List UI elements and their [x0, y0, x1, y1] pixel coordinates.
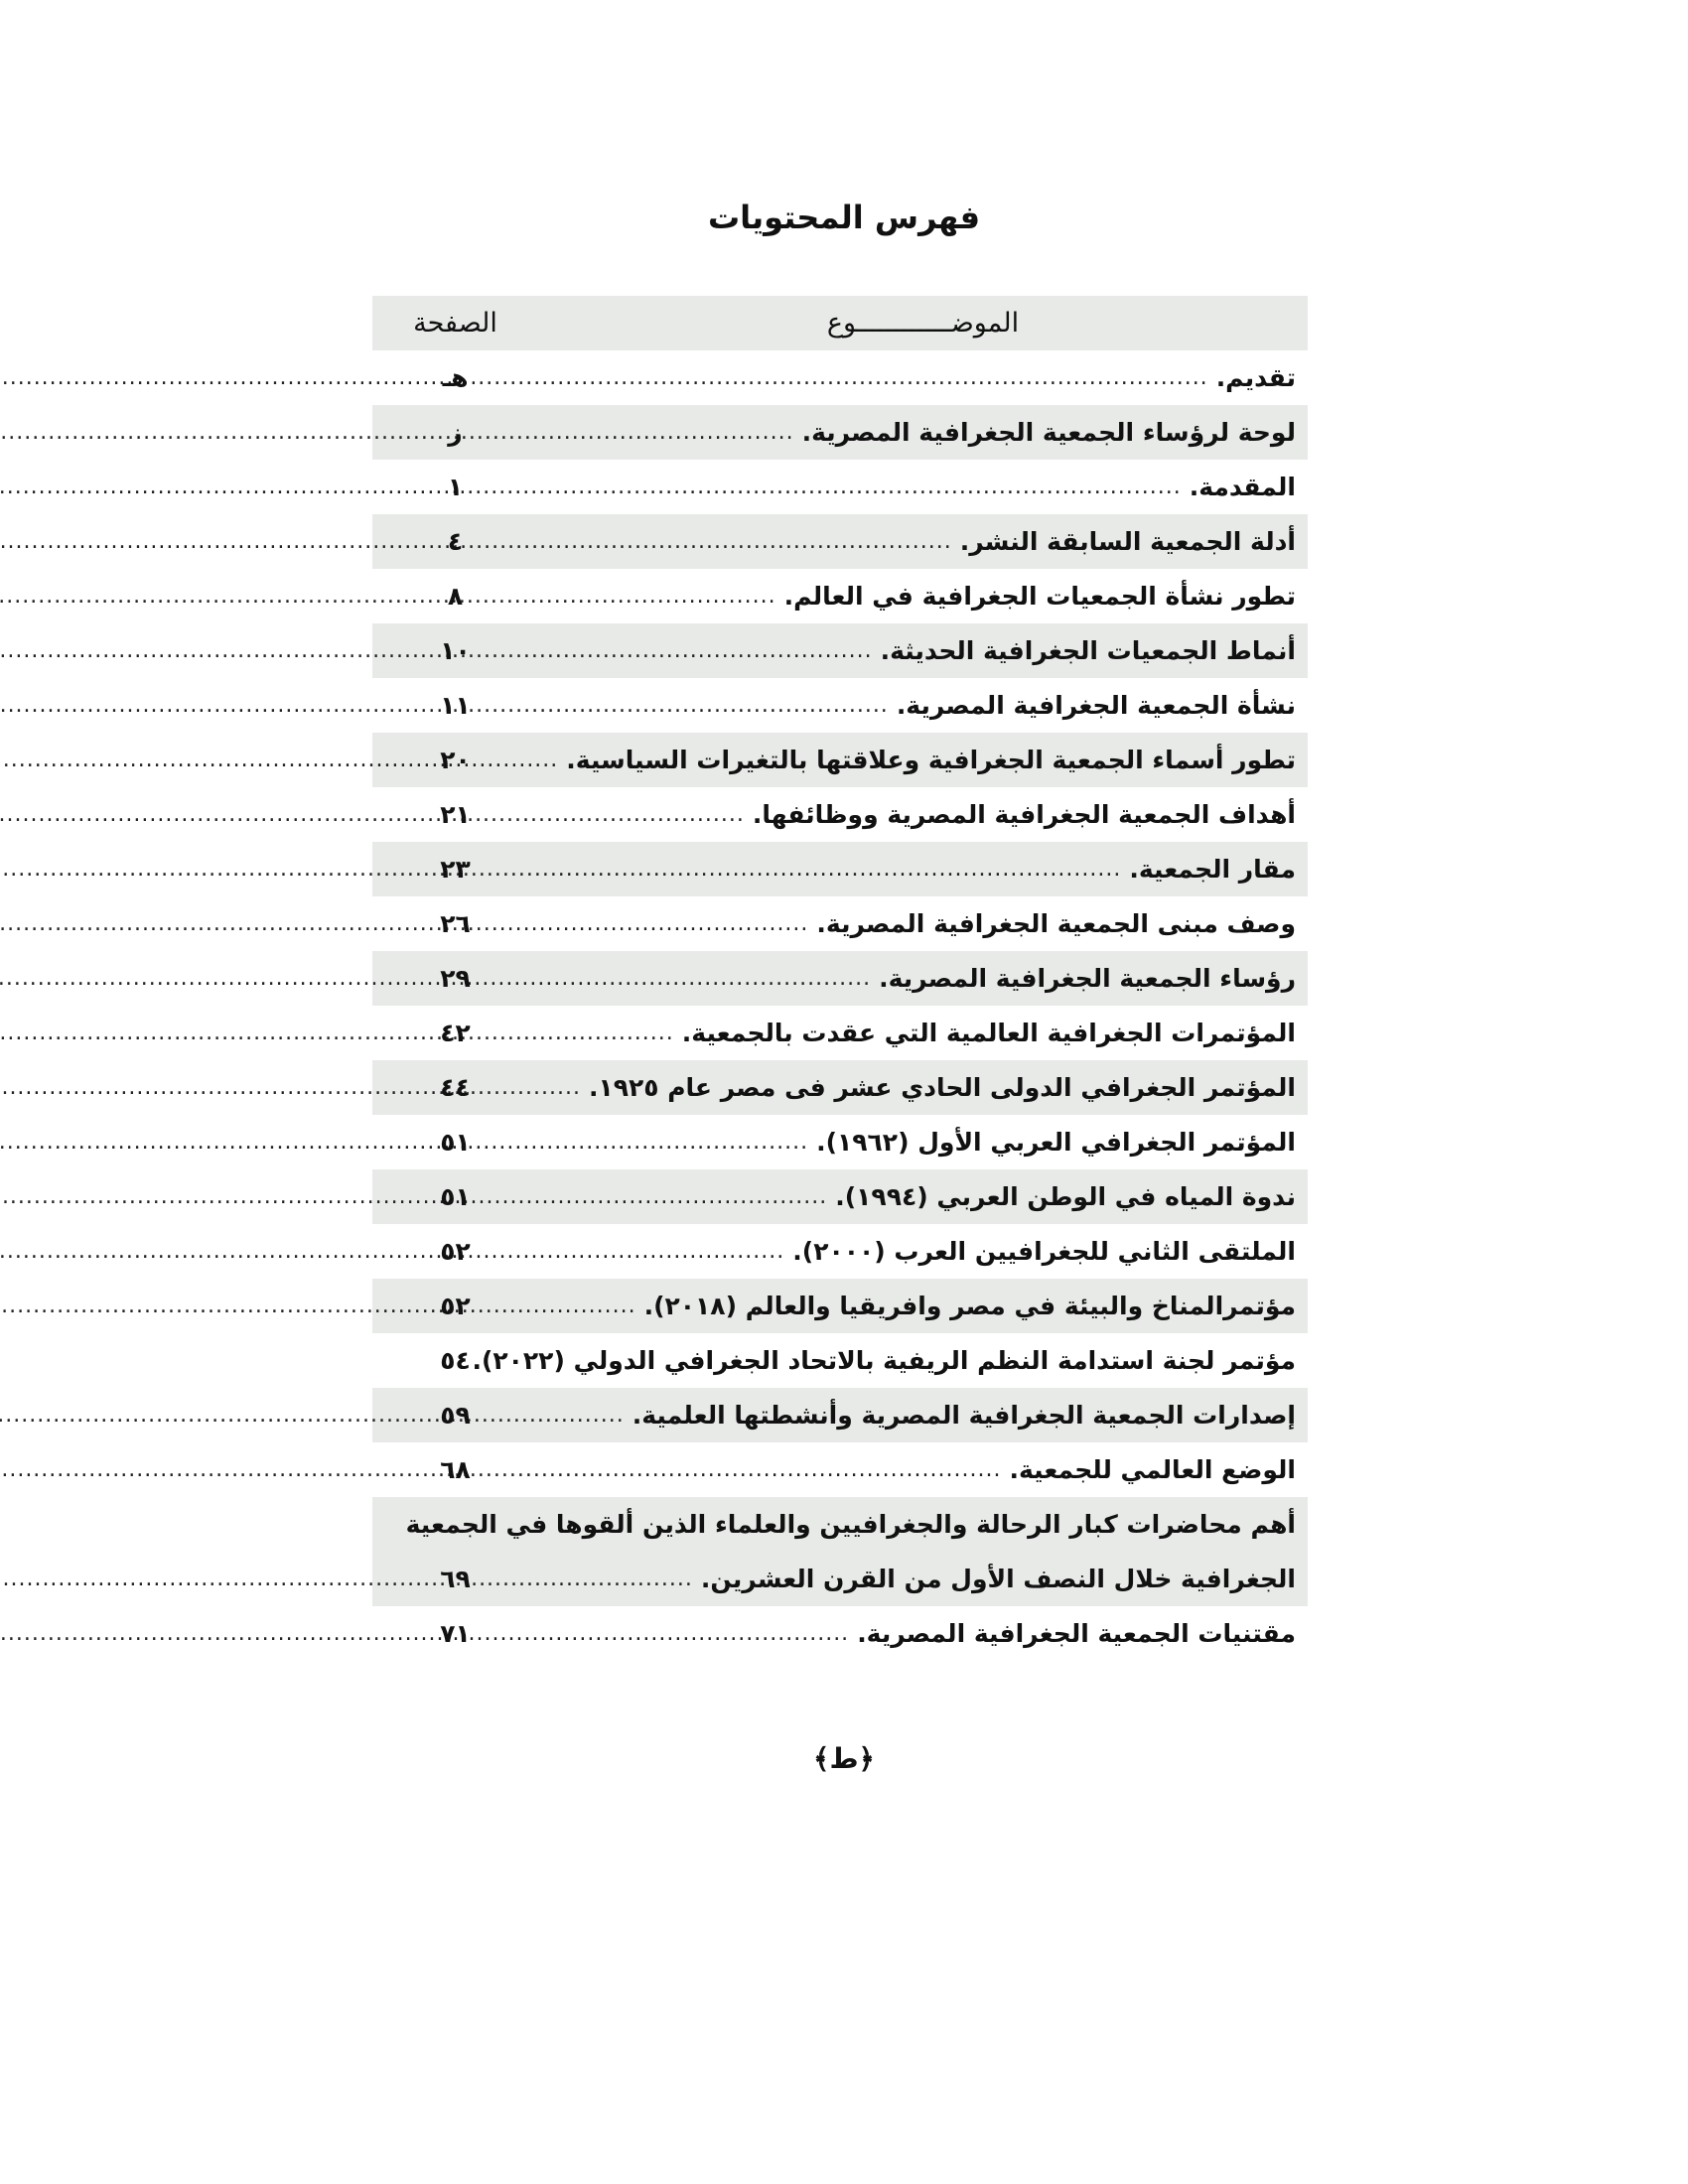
- entry-page-number-cell: [372, 1279, 538, 1333]
- entry-text: مقار الجمعية.: [1129, 855, 1296, 884]
- entry-title: [538, 1606, 1308, 1661]
- page-column-header: الصفحة: [413, 308, 497, 339]
- dot-leader: [0, 1567, 693, 1591]
- entry-title: [538, 1060, 1308, 1115]
- entry-line: [548, 1115, 1296, 1169]
- entry-page-number: ٥٢: [440, 1292, 471, 1320]
- entry-page-number: ١٠: [440, 636, 471, 665]
- page-number: ﴿ط﴾: [813, 1742, 875, 1775]
- entry-page-number: ٨: [447, 582, 464, 611]
- table-row: [372, 1333, 1308, 1388]
- entry-page-number-cell: [372, 350, 538, 405]
- entry-page-number: ٢١: [440, 800, 471, 829]
- entry-page-number: ٥١: [440, 1128, 471, 1157]
- entry-page-number: ٥٩: [440, 1401, 471, 1430]
- entry-page-number: ٧١: [440, 1619, 471, 1648]
- entry-page-number-cell: [372, 1606, 538, 1661]
- entry-page-number: ٦٨: [440, 1455, 471, 1484]
- entry-page-number-cell: [372, 1115, 538, 1169]
- entry-title: [538, 1442, 1308, 1497]
- entry-text: أنماط الجمعيات الجغرافية الحديثة.: [880, 636, 1296, 665]
- entry-line: [548, 623, 1296, 678]
- entry-title: [538, 842, 1308, 896]
- entry-line: [548, 1006, 1296, 1060]
- entry-page-number: ٤٤: [440, 1073, 471, 1102]
- entry-line: [548, 787, 1296, 842]
- table-row: [372, 678, 1308, 733]
- dot-leader: [0, 475, 1182, 499]
- entry-title: [538, 678, 1308, 733]
- table-row: [372, 405, 1308, 460]
- table-header: [372, 296, 1308, 350]
- page-title: فهرس المحتويات: [707, 199, 981, 236]
- entry-line: [548, 842, 1296, 896]
- entry-title: [538, 1115, 1308, 1169]
- table-row: [372, 733, 1308, 787]
- entry-line: [548, 1279, 1296, 1333]
- entry-title: [538, 787, 1308, 842]
- entry-page-number: ٤: [447, 527, 464, 556]
- contents-table: [372, 296, 1308, 1661]
- entry-page-number: ٢٩: [440, 964, 471, 993]
- entry-line: [548, 1442, 1296, 1497]
- entry-line: [548, 350, 1296, 405]
- entry-title: [538, 405, 1308, 460]
- entry-page-number: ١: [447, 473, 464, 501]
- entry-text: المؤتمر الجغرافي الدولى الحادي عشر فى مصر عام ١٩٢٥.: [588, 1073, 1296, 1102]
- dot-leader: [0, 857, 1121, 882]
- dot-leader: [2, 365, 1208, 390]
- table-row: [372, 1115, 1308, 1169]
- entry-text: نشأة الجمعية الجغرافية المصرية.: [896, 691, 1296, 720]
- entry-text: لوحة لرؤساء الجمعية الجغرافية المصرية.: [801, 418, 1296, 447]
- entry-text: المؤتمرات الجغرافية العالمية التي عقدت بالجمعية.: [681, 1019, 1296, 1047]
- entry-title: [472, 1333, 1308, 1388]
- table-row: [372, 1388, 1308, 1442]
- entry-page-number-cell: [372, 514, 538, 569]
- entry-line: [548, 951, 1296, 1006]
- entry-page-number-cell: [372, 623, 538, 678]
- entry-line: [548, 460, 1296, 514]
- table-row: [372, 787, 1308, 842]
- entry-text: مؤتمرالمناخ والبيئة في مصر وافريقيا والعالم (٢٠١٨).: [643, 1292, 1296, 1320]
- entry-text: المقدمة.: [1189, 473, 1296, 501]
- table-row: [372, 514, 1308, 569]
- entry-line: [548, 514, 1296, 569]
- entry-text: الوضع العالمي للجمعية.: [1009, 1455, 1296, 1484]
- entry-page-number-cell: [372, 1006, 538, 1060]
- entry-title: [538, 514, 1308, 569]
- entry-page-number-cell: [372, 733, 538, 787]
- entry-page-number-cell: [372, 569, 538, 623]
- entry-page-number: ٥١: [440, 1182, 471, 1211]
- entry-text: رؤساء الجمعية الجغرافية المصرية.: [879, 964, 1296, 993]
- entry-text: مؤتمر لجنة استدامة النظم الريفية بالاتحاد الجغرافي الدولي (٢٠٢٢).: [472, 1346, 1296, 1375]
- entry-page-number-cell: [372, 951, 538, 1006]
- entry-title: [538, 569, 1308, 623]
- entry-title: [538, 733, 1308, 787]
- entry-title: [538, 623, 1308, 678]
- entry-page-number-cell: [372, 1497, 538, 1606]
- entry-title: [538, 1169, 1308, 1224]
- entry-page-number: ٢٦: [440, 909, 471, 938]
- entry-page-number-cell: [372, 1169, 538, 1224]
- subject-column-header: الموضــــــــــــوع: [826, 308, 1020, 339]
- entry-page-number-cell: [372, 896, 538, 951]
- table-row: [372, 623, 1308, 678]
- table-row: [372, 1060, 1308, 1115]
- entry-line: [405, 1497, 1296, 1552]
- table-row: [372, 951, 1308, 1006]
- entry-text: إصدارات الجمعية الجغرافية المصرية وأنشطتها العلمية.: [632, 1401, 1296, 1430]
- entry-line: [548, 1224, 1296, 1279]
- entry-page-number: ٢٠: [440, 746, 471, 774]
- dot-leader: [0, 1294, 636, 1318]
- entry-page-number-cell: [372, 1442, 538, 1497]
- entry-page-number: ز: [448, 418, 463, 447]
- table-row: [372, 842, 1308, 896]
- table-row: [372, 896, 1308, 951]
- entry-text: أهداف الجمعية الجغرافية المصرية ووظائفها.: [752, 800, 1296, 829]
- entry-page-number: ٤٢: [440, 1019, 471, 1047]
- entry-page-number: ٦٩: [440, 1565, 471, 1593]
- entry-title: [538, 1006, 1308, 1060]
- table-row: [372, 1606, 1308, 1661]
- entry-text: وصف مبنى الجمعية الجغرافية المصرية.: [816, 909, 1296, 938]
- entry-page-number-cell: [372, 787, 538, 842]
- entry-title: [538, 1388, 1308, 1442]
- entry-line: [548, 678, 1296, 733]
- entry-page-number-cell: [372, 1388, 538, 1442]
- entry-title: [538, 460, 1308, 514]
- entry-title: [538, 896, 1308, 951]
- entry-page-number: ١١: [440, 691, 471, 720]
- table-row: [372, 1497, 1308, 1606]
- entry-line: [548, 405, 1296, 460]
- table-body: [372, 350, 1308, 1661]
- table-row: [372, 460, 1308, 514]
- table-row: [372, 1169, 1308, 1224]
- table-row: [372, 1006, 1308, 1060]
- entry-title: [538, 1279, 1308, 1333]
- entry-line: [548, 1169, 1296, 1224]
- entry-page-number-cell: [372, 1333, 538, 1388]
- table-row: [372, 569, 1308, 623]
- entry-page-number-cell: [372, 842, 538, 896]
- entry-line: [548, 569, 1296, 623]
- table-row: [372, 1224, 1308, 1279]
- entry-text: الجغرافية خلال النصف الأول من القرن العشرين.: [700, 1565, 1296, 1593]
- entry-title: [538, 1224, 1308, 1279]
- entry-line: [548, 1060, 1296, 1115]
- entry-page-number-cell: [372, 1224, 538, 1279]
- table-row: [372, 1442, 1308, 1497]
- entry-text: ندوة المياه في الوطن العربي (١٩٩٤).: [835, 1182, 1296, 1211]
- entry-text: تقديم.: [1215, 363, 1296, 392]
- entry-text: تطور نشأة الجمعيات الجغرافية في العالم.: [783, 582, 1296, 611]
- entry-page-number-cell: [372, 460, 538, 514]
- entry-page-number: هـ: [442, 363, 469, 392]
- table-row: [372, 1279, 1308, 1333]
- entry-text: المؤتمر الجغرافي العربي الأول (١٩٦٢).: [816, 1128, 1296, 1157]
- entry-title: [538, 951, 1308, 1006]
- entry-text: أهم محاضرات كبار الرحالة والجغرافيين والعلماء الذين ألقوها في الجمعية: [405, 1510, 1296, 1539]
- entry-page-number: ٥٤: [440, 1346, 471, 1375]
- entry-line: [472, 1333, 1296, 1388]
- entry-text: تطور أسماء الجمعية الجغرافية وعلاقتها بالتغيرات السياسية.: [566, 746, 1296, 774]
- entry-text: الملتقى الثاني للجغرافيين العرب (٢٠٠٠).: [792, 1237, 1296, 1266]
- entry-line: [548, 733, 1296, 787]
- entry-page-number: ٢٣: [440, 855, 471, 884]
- table-row: [372, 350, 1308, 405]
- entry-page-number-cell: [372, 1060, 538, 1115]
- entry-line: [548, 1552, 1296, 1606]
- entry-line: [548, 1606, 1296, 1661]
- entry-text: أدلة الجمعية السابقة النشر.: [959, 527, 1296, 556]
- entry-page-number: ٥٢: [440, 1237, 471, 1266]
- entry-page-number-cell: [372, 678, 538, 733]
- entry-line: [548, 1388, 1296, 1442]
- entry-line: [548, 896, 1296, 951]
- entry-title: [538, 350, 1308, 405]
- entry-page-number-cell: [372, 405, 538, 460]
- dot-leader: [0, 1021, 674, 1045]
- entry-text: مقتنيات الجمعية الجغرافية المصرية.: [857, 1619, 1296, 1648]
